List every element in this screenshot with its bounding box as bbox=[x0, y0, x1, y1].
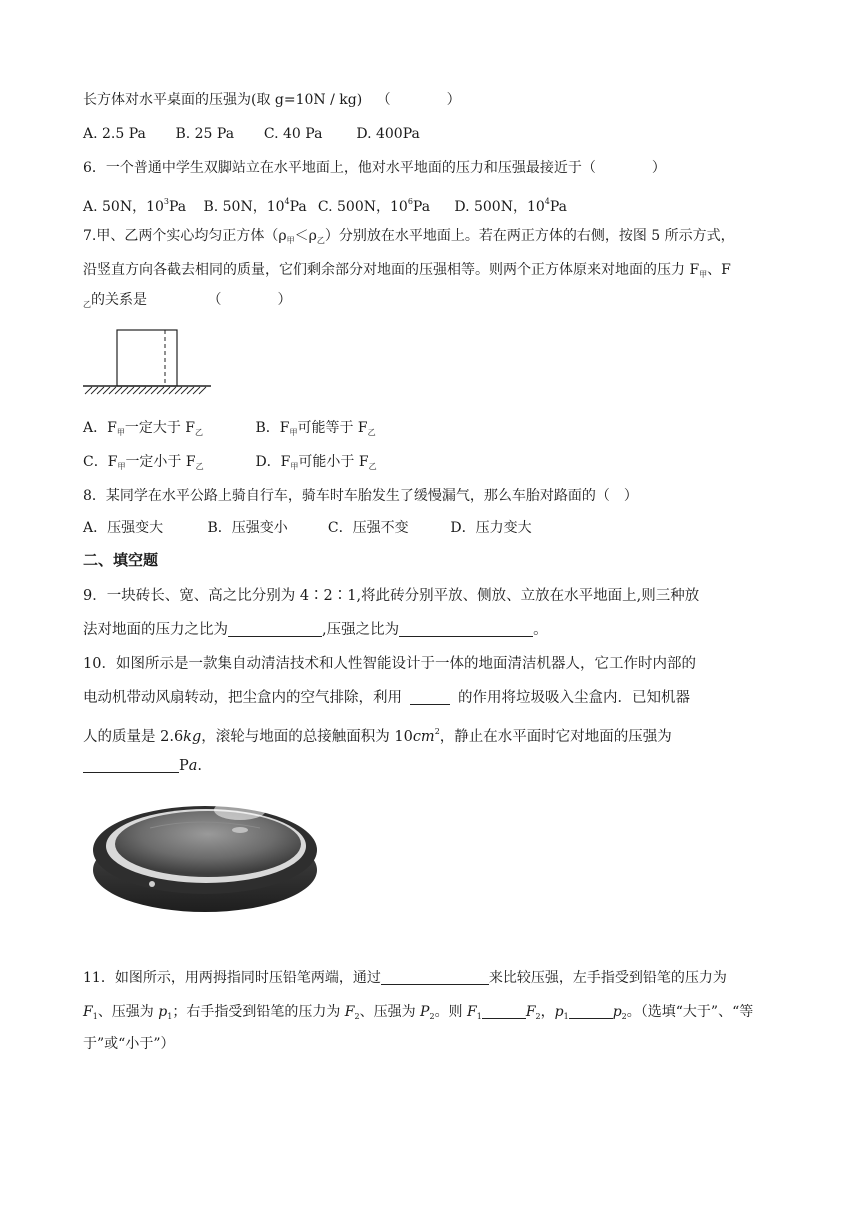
q7-stem-line3: $_乙$的关系是 （ ） bbox=[83, 292, 292, 309]
q8-stem: 8．某同学在水平公路上骑自行车，骑车时车胎发生了缓慢漏气，那么车胎对路面的（ ） bbox=[83, 488, 638, 504]
q11-blank-pressure-compare[interactable] bbox=[569, 1004, 613, 1019]
q9-blank-force-ratio[interactable] bbox=[228, 622, 322, 637]
q8-option-c: C．压强不变 bbox=[327, 520, 409, 536]
q6-option-a: A. 50N，$10^3Pa$ bbox=[83, 197, 187, 215]
q10-blank-pressure[interactable] bbox=[83, 758, 179, 773]
q11-stem-line1: 11．如图所示，用两拇指同时压铅笔两端，通过 来比较压强，左手指受到铅笔的压力为 bbox=[83, 970, 727, 986]
q5-option-c: C. 40 Pa bbox=[263, 126, 323, 142]
q5-option-b: B. 25 Pa bbox=[175, 126, 235, 142]
q11-stem-line2: $F_1$、压强为 $p_1$；右手指受到铅笔的压力为 $F_2$、压强为 $P_2$。则 $F_1$ $F_2$，$p_1$ $p_2$。（选填“大于”、“等 bbox=[83, 1004, 754, 1021]
q7-cube-figure bbox=[83, 328, 213, 400]
q5-option-d: D. 400Pa bbox=[356, 126, 420, 142]
q6-option-d: D. 500N，$10^4Pa$ bbox=[454, 197, 568, 215]
q11-blank-force-compare[interactable] bbox=[482, 1004, 526, 1019]
q9-blank-pressure-ratio[interactable] bbox=[399, 622, 533, 637]
q6-options bbox=[83, 192, 567, 217]
q9-stem-line2: 法对地面的压力之比为 ,压强之比为 。 bbox=[83, 622, 548, 638]
q6-option-c: C. 500N，$10^6Pa$ bbox=[317, 197, 431, 215]
q11-blank-method[interactable] bbox=[381, 970, 489, 985]
cube-outline bbox=[117, 330, 177, 386]
q10-stem-line2: 电动机带动风扇转动，把尘盒内的空气排除，利用 的作用将垃圾吸入尘盒内．已知机器 bbox=[83, 690, 690, 706]
q7-options-row1 bbox=[83, 418, 376, 443]
q5-stem bbox=[83, 90, 461, 110]
q7-stem-line2: 沿竖直方向各截去相同的质量，它们剩余部分对地面的压强相等。则两个正方体原来对地面的压力 $F_甲$、F bbox=[83, 262, 731, 279]
q10-stem-line3: 人的质量是 2.6kg，滚轮与地面的总接触面积为 $10cm^2$，静止在水平面时它对地面的压强为 bbox=[83, 727, 672, 745]
q6-option-b: B. 50N，$10^4Pa$ bbox=[203, 197, 307, 215]
q9-stem-line1: 9．一块砖长、宽、高之比分别为 4∶2∶1,将此砖分别平放、侧放、立放在水平地面上,则三种放 bbox=[83, 588, 700, 604]
q8-option-b: B．压强变小 bbox=[207, 520, 288, 536]
q7-option-d: D．$F_甲$可能小于 $F_乙$ bbox=[255, 454, 377, 471]
q5-option-a: A. 2.5 Pa bbox=[83, 126, 146, 142]
q11-stem-line3: 于”或“小于”） bbox=[83, 1036, 175, 1052]
q8-option-d: D．压力变大 bbox=[450, 520, 532, 536]
q7-option-c: C．$F_甲$一定小于 $F_乙$ bbox=[83, 454, 204, 471]
q10-stem-line1: 10．如图所示是一款集自动清洁技术和人性智能设计于一体的地面清洁机器人，它工作时内部的 bbox=[83, 656, 696, 672]
q5-options bbox=[83, 124, 420, 144]
q5-answer-paren: （ ） bbox=[376, 92, 461, 108]
q7-options-row2 bbox=[83, 452, 377, 477]
q7-option-a: A．$F_甲$一定大于 $F_乙$ bbox=[83, 420, 203, 437]
q7-answer-paren: （ ） bbox=[207, 292, 292, 308]
ground-hatching bbox=[85, 387, 206, 394]
q7-stem-line1: 7.甲、乙两个实心均匀正方体$(\rho_甲<\rho_乙)$分别放在水平地面上。若在两正方体的右侧，按图 5 所示方式， bbox=[83, 228, 735, 245]
q5-stem-text: 长方体对水平桌面的压强为(取 g=10N / kg) bbox=[83, 92, 363, 108]
q10-stem-line4: Pa. bbox=[83, 756, 202, 776]
q7-option-b: B．$F_甲$可能等于 $F_乙$ bbox=[255, 420, 376, 437]
q8-option-a: A．压强变大 bbox=[83, 520, 164, 536]
robot-vacuum-image bbox=[90, 798, 320, 916]
q8-options bbox=[83, 518, 532, 538]
q6-stem: 6．一个普通中学生双脚站立在水平地面上，他对水平地面的压力和压强最接近于（ ） bbox=[83, 160, 666, 176]
q10-blank-effect[interactable] bbox=[410, 690, 450, 705]
section-heading: 二、填空题 bbox=[83, 551, 159, 569]
